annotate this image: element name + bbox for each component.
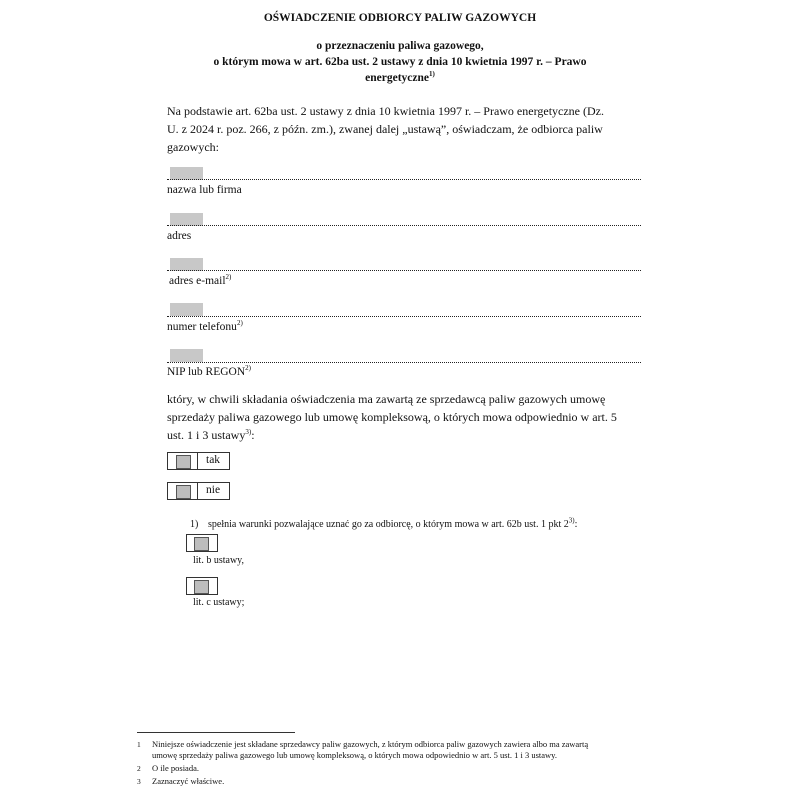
option-c-label: lit. c ustawy;: [193, 597, 245, 608]
subtitle-line-2: o którym mowa w art. 62ba ust. 2 ustawy z dnia 10 kwietnia 1997 r. – Prawo: [213, 56, 587, 68]
subtitle-line-1: o przeznaczeniu paliwa gazowego,: [316, 40, 484, 52]
option-b-checkbox[interactable]: [186, 534, 218, 552]
nip-regon-underline: [167, 362, 641, 363]
document-subtitle: [180, 38, 620, 86]
phone-label: numer telefonu$^{2)}$: [167, 319, 243, 333]
option-b-checkbox-box[interactable]: [194, 537, 209, 551]
contract-line-3: ust. 1 i 3 ustawy$^{3)}$:: [167, 428, 255, 442]
option-b-label: lit. b ustawy,: [193, 555, 245, 566]
address-label: adres: [167, 230, 192, 242]
footnote-1: Niniejsze oświadczenie jest składane sprzedawcy paliw gazowych, z którym odbiorca paliw gazowych zawiera albo ma zawartą umowę sprzedaży paliwa gazowego lub umowę kompleksową, o których mowa odpowiednio w art. 5 ust. 1 i 3 ustawy.: [152, 739, 589, 760]
name-label: nazwa lub firma: [167, 184, 242, 196]
subtitle-line-3: energetyczne$^{1)}$: [365, 70, 435, 84]
yes-checkbox[interactable]: [167, 452, 230, 470]
footnote-ref[interactable]: 1): [429, 70, 435, 79]
footnote-3: Zaznaczyć właściwe.: [152, 776, 225, 786]
condition-number: 1): [190, 519, 199, 530]
contract-paragraph: [167, 390, 641, 444]
footnote-divider: [137, 732, 295, 733]
no-checkbox-box[interactable]: [176, 485, 191, 499]
nip-regon-input[interactable]: [170, 349, 203, 362]
intro-line-1: Na podstawie art. 62ba ust. 2 ustawy z dnia 10 kwietnia 1997 r. – Prawo energetyczne (Dz.: [167, 104, 604, 118]
contract-line-2: sprzedaży paliwa gazowego lub umowę kompleksową, o których mowa odpowiednio w art. 5: [167, 410, 617, 424]
condition-text: spełnia warunki pozwalające uznać go za odbiorcę, o którym mowa w art. 62b ust. 1 pkt 2$^{3)}$:: [208, 516, 578, 530]
nip-regon-label: NIP lub REGON$^{2)}$: [167, 364, 252, 378]
option-c-checkbox-box[interactable]: [194, 580, 209, 594]
intro-line-2: U. z 2024 r. poz. 266, z późn. zm.), zwanej dalej „ustawą”, oświadczam, że odbiorca paliw: [167, 122, 603, 136]
footnote-1-number: 1: [137, 740, 141, 749]
footnote-2: O ile posiada.: [152, 763, 199, 773]
footnote-3-number: 3: [137, 777, 141, 786]
email-label: adres e-mail$^{2)}$: [169, 273, 232, 287]
address-underline: [167, 225, 641, 226]
contract-line-1: który, w chwili składania oświadczenia ma zawartą ze sprzedawcą paliw gazowych umowę: [167, 392, 606, 406]
option-c-checkbox[interactable]: [186, 577, 218, 595]
intro-line-3: gazowych:: [167, 140, 219, 154]
yes-label: tak: [206, 454, 221, 466]
phone-underline: [167, 316, 641, 317]
phone-input[interactable]: [170, 303, 203, 316]
yes-checkbox-box[interactable]: [176, 455, 191, 469]
name-underline: [167, 179, 641, 180]
document-title: OŚWIADCZENIE ODBIORCY PALIW GAZOWYCH: [263, 12, 537, 24]
no-label: nie: [206, 484, 221, 496]
email-underline: [167, 270, 641, 271]
footnote-2-number: 2: [137, 764, 141, 773]
no-checkbox[interactable]: [167, 482, 230, 500]
intro-paragraph: [167, 102, 641, 156]
